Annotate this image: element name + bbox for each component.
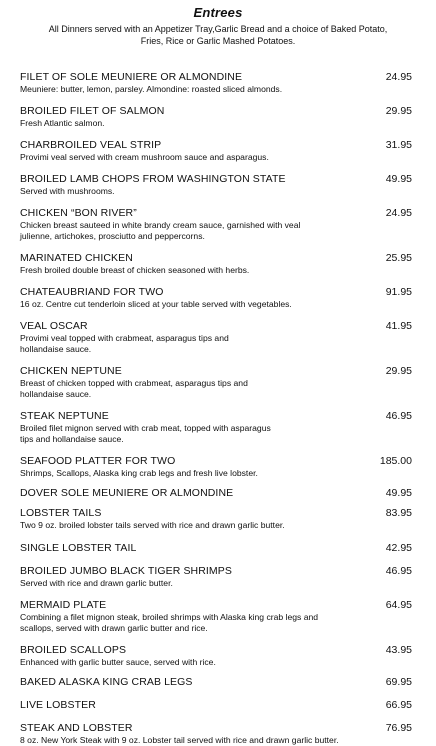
item-price: 49.95 bbox=[385, 487, 412, 499]
item-name: BAKED ALASKA KING CRAB LEGS bbox=[20, 676, 193, 688]
item-description: Fresh broiled double breast of chicken seasoned with herbs. bbox=[20, 265, 250, 275]
item-name: FILET OF SOLE MEUNIERE OR ALMONDINE bbox=[20, 71, 243, 83]
item-price: 29.95 bbox=[385, 105, 412, 117]
item-name: BROILED JUMBO BLACK TIGER SHRIMPS bbox=[20, 565, 232, 577]
menu-header bbox=[0, 5, 436, 47]
item-description: Combining a filet mignon steak, broiled shrimps with Alaska king crab legs and scallops, served with drawn garlic butter and rice. bbox=[20, 612, 319, 633]
page-title: Entrees bbox=[193, 5, 243, 20]
menu-item bbox=[20, 71, 412, 95]
item-name: BROILED FILET OF SALMON bbox=[20, 105, 165, 117]
menu-item bbox=[20, 173, 412, 197]
item-price: 64.95 bbox=[385, 599, 412, 611]
item-price: 185.00 bbox=[379, 455, 412, 467]
menu-item bbox=[20, 410, 412, 445]
item-price: 43.95 bbox=[385, 644, 412, 656]
item-name: LOBSTER TAILS bbox=[20, 507, 102, 519]
item-name: MERMAID PLATE bbox=[20, 599, 107, 611]
item-price: 46.95 bbox=[385, 410, 412, 422]
item-description: Served with mushrooms. bbox=[20, 186, 115, 196]
menu-item bbox=[20, 565, 412, 589]
item-description: Meuniere: butter, lemon, parsley. Almondine: roasted sliced almonds. bbox=[20, 84, 283, 94]
menu-item bbox=[20, 722, 412, 746]
item-price: 69.95 bbox=[385, 676, 412, 688]
item-price: 76.95 bbox=[385, 722, 412, 734]
menu-item bbox=[20, 599, 412, 634]
item-description: Chicken breast sauteed in white brandy cream sauce, garnished with veal julienne, artichokes, prosciutto and peppercorns. bbox=[20, 220, 301, 241]
item-description: 16 oz. Centre cut tenderloin sliced at your table served with vegetables. bbox=[20, 299, 292, 309]
item-price: 31.95 bbox=[385, 139, 412, 151]
item-name: SEAFOOD PLATTER FOR TWO bbox=[20, 455, 176, 467]
item-description: 8 oz. New York Steak with 9 oz. Lobster tail served with rice and drawn garlic butter. bbox=[20, 735, 339, 745]
menu-item bbox=[20, 252, 412, 276]
item-price: 29.95 bbox=[385, 365, 412, 377]
menu-item bbox=[20, 320, 412, 355]
menu-item bbox=[20, 139, 412, 163]
menu-item bbox=[20, 207, 412, 242]
item-name: SINGLE LOBSTER TAIL bbox=[20, 542, 137, 554]
item-price: 49.95 bbox=[385, 173, 412, 185]
item-description: Fresh Atlantic salmon. bbox=[20, 118, 105, 128]
entree-list bbox=[20, 71, 412, 746]
item-description: Two 9 oz. broiled lobster tails served with rice and drawn garlic butter. bbox=[20, 520, 285, 530]
item-name: BROILED SCALLOPS bbox=[20, 644, 127, 656]
item-description: Broiled filet mignon served with crab meat, topped with asparagus tips and hollandaise sauce. bbox=[20, 423, 271, 444]
menu-item bbox=[20, 507, 412, 531]
item-name: LIVE LOBSTER bbox=[20, 699, 96, 711]
item-name: STEAK AND LOBSTER bbox=[20, 722, 133, 734]
item-price: 24.95 bbox=[385, 71, 412, 83]
menu-item bbox=[20, 105, 412, 129]
menu-item bbox=[20, 676, 412, 688]
item-description: Shrimps, Scallops, Alaska king crab legs and fresh live lobster. bbox=[20, 468, 258, 478]
item-price: 24.95 bbox=[385, 207, 412, 219]
menu-item bbox=[20, 455, 412, 479]
item-name: CHICKEN NEPTUNE bbox=[20, 365, 122, 377]
item-description: Enhanced with garlic butter sauce, served with rice. bbox=[20, 657, 216, 667]
item-description: Breast of chicken topped with crabmeat, asparagus tips and hollandaise sauce. bbox=[20, 378, 248, 399]
item-price: 66.95 bbox=[385, 699, 412, 711]
item-price: 25.95 bbox=[385, 252, 412, 264]
item-description: Provimi veal served with cream mushroom sauce and asparagus. bbox=[20, 152, 269, 162]
item-price: 91.95 bbox=[385, 286, 412, 298]
item-name: CHATEAUBRIAND FOR TWO bbox=[20, 286, 164, 298]
menu-item bbox=[20, 644, 412, 668]
item-name: BROILED LAMB CHOPS FROM WASHINGTON STATE bbox=[20, 173, 286, 185]
item-price: 42.95 bbox=[385, 542, 412, 554]
item-name: CHICKEN “BON RIVER” bbox=[20, 207, 137, 219]
item-name: CHARBROILED VEAL STRIP bbox=[20, 139, 162, 151]
item-price: 46.95 bbox=[385, 565, 412, 577]
intro-text: All Dinners served with an Appetizer Tray,Garlic Bread and a choice of Baked Potato, Fries, Rice or Garlic Mashed Potatoes. bbox=[48, 24, 388, 46]
menu-item bbox=[20, 699, 412, 711]
item-description: Served with rice and drawn garlic butter. bbox=[20, 578, 173, 588]
item-name: MARINATED CHICKEN bbox=[20, 252, 133, 264]
menu-item bbox=[20, 487, 412, 499]
item-name: STEAK NEPTUNE bbox=[20, 410, 109, 422]
menu-item bbox=[20, 542, 412, 554]
menu-item bbox=[20, 286, 412, 310]
item-description: Provimi veal topped with crabmeat, asparagus tips and hollandaise sauce. bbox=[20, 333, 229, 354]
item-price: 41.95 bbox=[385, 320, 412, 332]
item-price: 83.95 bbox=[385, 507, 412, 519]
menu-item bbox=[20, 365, 412, 400]
item-name: VEAL OSCAR bbox=[20, 320, 88, 332]
item-name: DOVER SOLE MEUNIERE OR ALMONDINE bbox=[20, 487, 234, 499]
